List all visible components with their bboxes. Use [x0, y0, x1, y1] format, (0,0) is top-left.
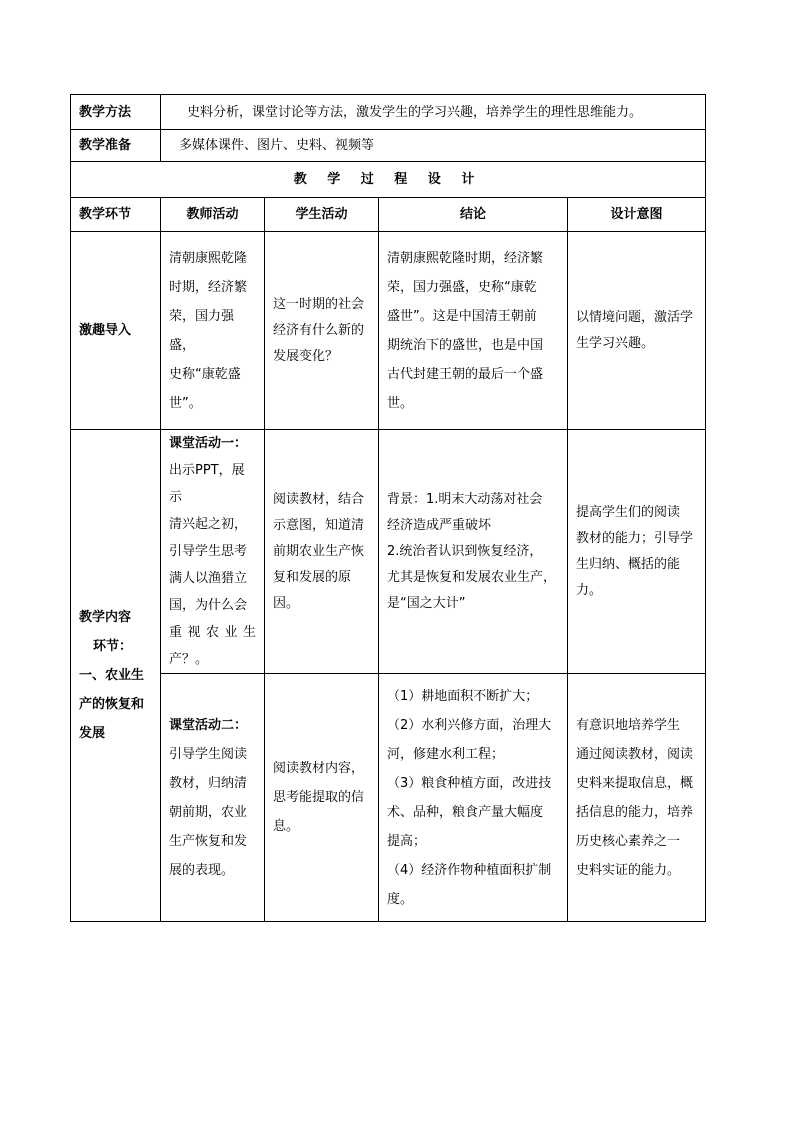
- activity1-teacher-line: 产？。: [169, 652, 209, 667]
- header-teacher: 教师活动: [161, 198, 265, 232]
- title-row: [71, 162, 706, 198]
- intro-conclusion-line: 期统治下的盛世，也是中国: [387, 337, 544, 353]
- activity1-student-line: 阅读教材，结合: [273, 491, 365, 507]
- activity1-title: 课堂活动一：: [169, 436, 248, 451]
- intro-conclusion-line: 荣，国力强盛，史称“康乾: [387, 279, 537, 295]
- activity1-conclusion-line: 2.统治者认识到恢复经济，: [387, 543, 543, 559]
- activity1-conclusion-line: 尤其是恢复和发展农业生产，: [387, 569, 557, 585]
- method-value: 史料分析，课堂讨论等方法，激发学生的学习兴趣，培养学生的理性思维能力。: [161, 95, 706, 130]
- activity2-student-line: 息。: [273, 819, 300, 834]
- activity2-conclusion-line: （2）水利兴修方面，治理大: [387, 717, 552, 733]
- method-label: 教学方法: [71, 95, 161, 130]
- content-stage-line: 产的恢复和: [79, 697, 145, 712]
- activity2-student-line: 阅读教材内容，: [273, 761, 365, 776]
- activity2-teacher-line: 朝前期，农业: [169, 804, 248, 820]
- activity1-intent: [568, 430, 706, 674]
- content-stage-line: 发展: [79, 726, 106, 741]
- activity1-student: [265, 430, 379, 674]
- activity1-student-line: 复和发展的原因。: [273, 569, 352, 611]
- activity2-intent-line: 史料来提取信息，概: [576, 775, 694, 791]
- activity2-conclusion: [379, 674, 568, 922]
- intro-student-line: 这一时期的社会: [273, 296, 365, 312]
- content-stage-line: 教学内容: [79, 610, 132, 625]
- intro-intent-line: 生学习兴趣。: [576, 335, 655, 351]
- intro-intent-line: 以情境问题，激活学: [576, 309, 694, 325]
- content-stage: [71, 430, 161, 922]
- activity2-conclusion-line: 术、品种，粮食产量大幅度: [387, 804, 544, 820]
- activity1-intent-line: 教材的能力；引导学: [576, 530, 694, 546]
- header-row: [71, 198, 706, 232]
- activity2-intent-line: 有意识地培养学生: [576, 717, 681, 733]
- header-stage: 教学环节: [71, 198, 161, 232]
- header-conclusion: 结论: [379, 198, 568, 232]
- content-stage-line: 环节：: [93, 639, 133, 654]
- activity2-conclusion-line: 提高；: [387, 833, 427, 849]
- intro-student-line: 经济有什么新的: [273, 322, 365, 338]
- activity1-conclusion-line: 背景：1.明末大动荡对社会: [387, 491, 543, 507]
- header-student: 学生活动: [265, 198, 379, 232]
- activity2-conclusion-line: （4）经济作物种植面积扩制: [387, 862, 552, 878]
- intro-conclusion-line: 古代封建王朝的最后一个盛: [387, 366, 544, 382]
- activity2-title: 课堂活动二：: [169, 717, 248, 733]
- intro-teacher: [161, 232, 265, 430]
- method-row: [71, 95, 706, 130]
- prep-row: [71, 130, 706, 162]
- activity1-teacher-line: 出示PPT，展示: [169, 463, 245, 505]
- intro-student-line: 发展变化？: [273, 348, 339, 364]
- activity2-conclusion-line: （3）粮食种植方面，改进技: [387, 775, 552, 791]
- section-title: 教 学 过 程 设 计: [71, 162, 706, 198]
- activity1-row: [71, 430, 706, 674]
- intro-row: [71, 232, 706, 430]
- activity1-teacher-line: 国，为什么会: [169, 598, 248, 613]
- intro-teacher-line: 世”。: [169, 395, 202, 411]
- activity2-teacher: [161, 674, 265, 922]
- activity1-teacher-line: 重视农业生: [169, 625, 256, 640]
- prep-value: 多媒体课件、图片、史料、视频等: [161, 130, 706, 162]
- intro-intent: [568, 232, 706, 430]
- activity2-teacher-line: 展的表现。: [169, 862, 235, 878]
- activity1-teacher-line: 清兴起之初，: [169, 517, 248, 532]
- intro-teacher-line: 荣，国力强盛，: [169, 308, 235, 353]
- intro-teacher-line: 史称“康乾盛: [169, 366, 241, 382]
- intro-stage: 激趣导入: [71, 232, 161, 430]
- intro-conclusion: [379, 232, 568, 430]
- lesson-plan-table: [70, 94, 706, 922]
- activity2-conclusion-line: 度。: [387, 891, 414, 907]
- activity1-teacher-line: 满人以渔猎立: [169, 571, 248, 586]
- activity2-intent-line: 括信息的能力，培养: [576, 804, 694, 820]
- content-stage-line: 一、农业生: [79, 668, 145, 683]
- activity2-conclusion-line: 河，修建水利工程；: [387, 746, 505, 762]
- activity2-teacher-line: 教材，归纳清: [169, 775, 248, 791]
- activity2-intent-line: 通过阅读教材，阅读: [576, 746, 694, 762]
- activity2-row: [71, 674, 706, 922]
- activity2-teacher-line: 引导学生阅读: [169, 746, 248, 762]
- prep-label: 教学准备: [71, 130, 161, 162]
- activity1-intent-line: 提高学生们的阅读: [576, 504, 681, 520]
- intro-conclusion-line: 盛世”。这是中国清王朝前: [387, 308, 537, 324]
- intro-teacher-line: 清朝康熙乾隆: [169, 250, 248, 266]
- intro-teacher-line: 时期，经济繁: [169, 279, 248, 295]
- activity1-conclusion-line: 经济造成严重破坏: [387, 517, 492, 533]
- intro-conclusion-line: 世。: [387, 395, 414, 411]
- activity1-teacher: [161, 430, 265, 674]
- activity1-teacher-line: 引导学生思考: [169, 544, 248, 559]
- activity2-intent-line: 史料实证的能力。: [576, 862, 681, 878]
- activity2-conclusion-line: （1）耕地面积不断扩大；: [387, 688, 539, 704]
- header-intent: 设计意图: [568, 198, 706, 232]
- activity2-teacher-line: 生产恢复和发: [169, 833, 248, 849]
- activity2-student: [265, 674, 379, 922]
- activity2-student-line: 思考能提取的信: [273, 790, 365, 805]
- intro-conclusion-line: 清朝康熙乾隆时期，经济繁: [387, 250, 544, 266]
- activity1-intent-line: 生归纳、概括的能力。: [576, 556, 681, 598]
- activity2-intent: [568, 674, 706, 922]
- activity1-conclusion: [379, 430, 568, 674]
- intro-student: [265, 232, 379, 430]
- activity1-conclusion-line: 是“国之大计”: [387, 595, 466, 611]
- activity1-student-line: 前期农业生产恢: [273, 543, 365, 559]
- activity1-student-line: 示意图，知道清: [273, 517, 365, 533]
- activity2-intent-line: 历史核心素养之一: [576, 833, 681, 849]
